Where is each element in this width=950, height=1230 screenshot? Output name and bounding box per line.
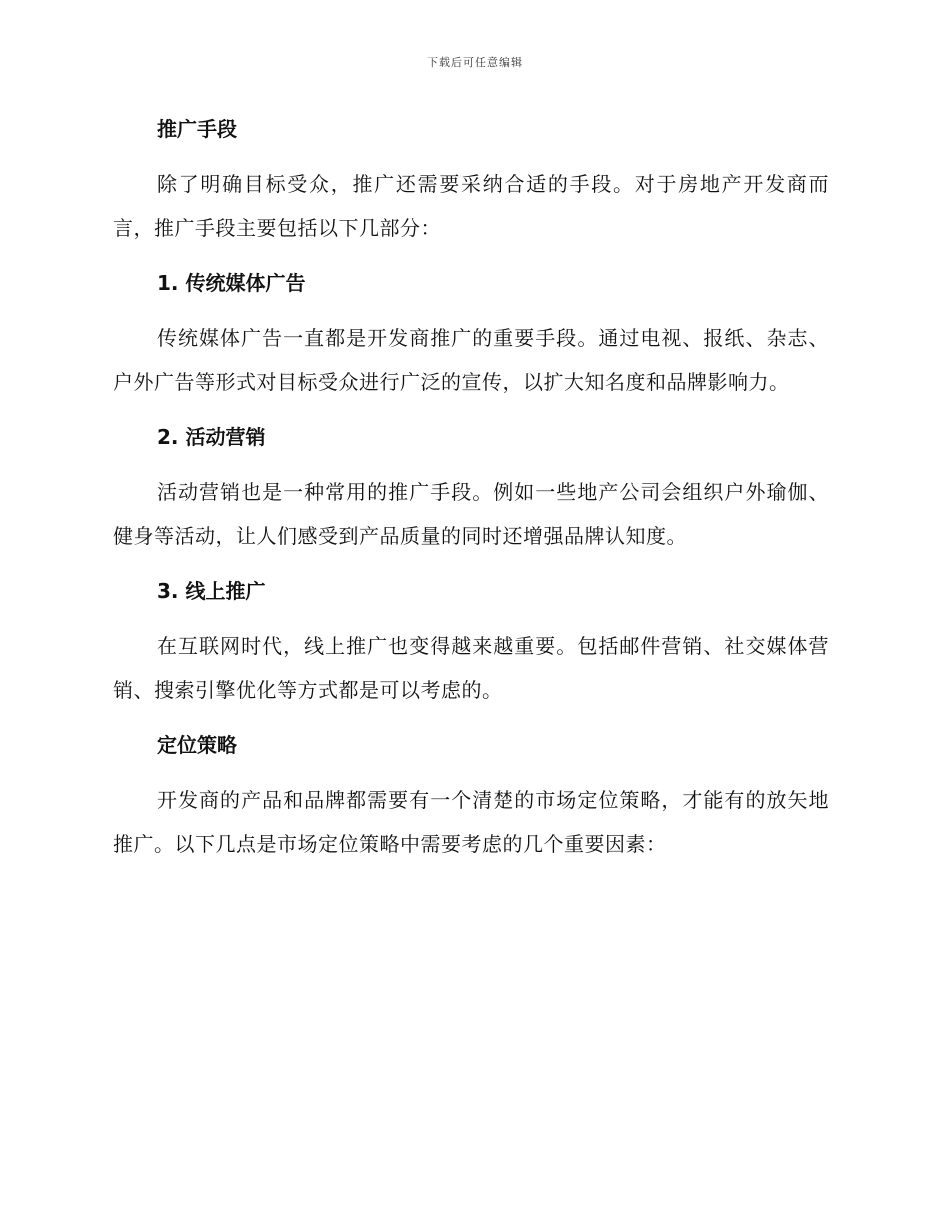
section-paragraph-promotion-methods: 除了明确目标受众，推广还需要采纳合适的手段。对于房地产开发商而言，推广手段主要包括以下几部分： xyxy=(113,172,829,240)
section-paragraph-online-promotion: 在互联网时代，线上推广也变得越来越重要。包括邮件营销、社交媒体营销、搜索引擎优化等方式都是可以考虑的。 xyxy=(113,634,829,702)
section-paragraph-positioning-strategy: 开发商的产品和品牌都需要有一个清楚的市场定位策略，才能有的放矢地推广。以下几点是市场定位策略中需要考虑的几个重要因素： xyxy=(113,788,829,856)
section-heading-event-marketing: 2. 活动营销 xyxy=(157,425,266,449)
section-paragraph-traditional-media: 传统媒体广告一直都是开发商推广的重要手段。通过电视、报纸、杂志、户外广告等形式对目标受众进行广泛的宣传，以扩大知名度和品牌影响力。 xyxy=(113,326,829,394)
page-header-note: 下载后可任意编辑 xyxy=(427,56,523,69)
section-paragraph-event-marketing: 活动营销也是一种常用的推广手段。例如一些地产公司会组织户外瑜伽、健身等活动，让人们感受到产品质量的同时还增强品牌认知度。 xyxy=(113,480,829,548)
section-heading-promotion-methods: 推广手段 xyxy=(157,117,237,141)
section-heading-online-promotion: 3. 线上推广 xyxy=(157,579,266,603)
section-heading-traditional-media: 1. 传统媒体广告 xyxy=(157,271,306,295)
document-body xyxy=(113,112,829,866)
section-heading-positioning-strategy: 定位策略 xyxy=(157,733,237,757)
